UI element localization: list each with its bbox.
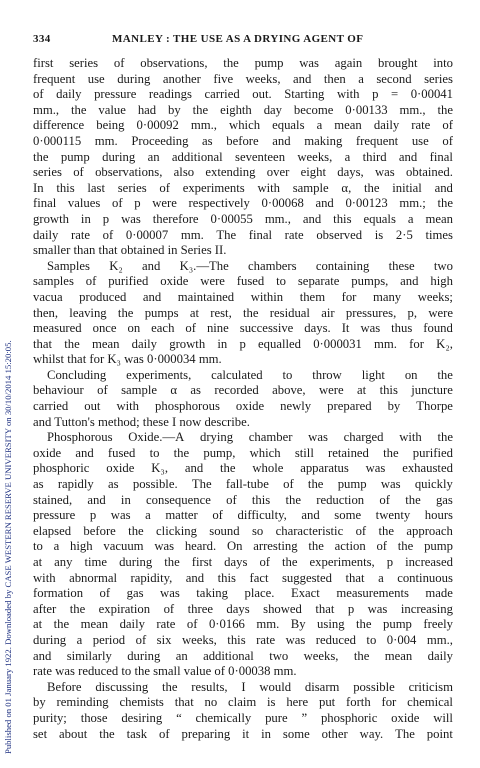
text-line: carried out with phosphorous oxide newly prepared by Thorpe [33,399,453,414]
text-line: set about the task of preparing it in some other way. The point [33,726,453,741]
text-line: difference being 0·00092 mm., which equals a mean daily rate of [33,118,453,133]
text-line: first series of observations, the pump was again brought into [33,56,453,70]
text-line: oxide and fused to the pump, which still retained the purified [33,445,453,460]
text-line: elapsed before the clicking sound so characteristic of the approach [33,523,453,538]
running-title: MANLEY : THE USE AS A DRYING AGENT OF [112,33,364,45]
text-line: In this last series of experiments with sample α, the initial and [33,180,453,195]
text-line: after the expiration of three days showed that p was increasing [33,601,453,616]
text-line: daily rate of 0·00007 mm. The final rate observed is 2·5 times [33,227,453,242]
text-line: Before discussing the results, I would disarm possible criticism [47,679,453,694]
text-line: frequent use during another five weeks, and then a second series [33,71,453,86]
text-line: to a high vacuum was heard. On arresting the action of the pump [33,539,453,554]
text-line: smaller than that obtained in Series II. [33,243,227,258]
text-line: with abnormal rapidity, and this fact suggested that a continuous [33,570,453,585]
text-line: behaviour of sample α as recorded above, were at this juncture [33,383,453,398]
text-line: of daily pressure readings carried out. Starting with p = 0·00041 [33,87,453,102]
text-line: formation of gas was taking place. Exact measurements made [33,586,453,601]
text-line: Phosphorous Oxide.—A drying chamber was charged with the [47,430,453,445]
text-line: during a period of six weeks, this rate was reduced to 0·004 mm., [33,632,453,647]
text-line: Concluding experiments, calculated to throw light on the [47,367,453,382]
text-line: measured once on each of nine successive days. It was thus found [33,321,453,336]
text-line: growth in p was therefore 0·00055 mm., and this equals a mean [33,211,453,226]
text-line: as rapidly as possible. The fall-tube of the pump was quickly [33,477,453,492]
text-line: at the mean daily rate of 0·0166 mm. By using the pump freely [33,617,453,632]
text-line: stained, and in consequence of this the reduction of the gas [33,492,453,507]
text-line: phosphoric oxide K₃, and the whole apparatus was exhausted [33,461,453,476]
page-header [33,33,473,49]
text-line: Samples K₂ and K₃.—The chambers containing these two [47,258,453,273]
text-line: and similarly during an additional two weeks, the mean daily [33,648,453,663]
text-line: whilst that for K₃ was 0·000034 mm. [33,352,222,367]
text-line: pressure p was a matter of difficulty, and some twenty hours [33,508,453,523]
download-watermark [2,14,16,754]
article-body [33,56,453,742]
text-line: final values of p were respectively 0·00068 and 0·00123 mm.; the [33,196,453,211]
text-line: at any time during the first days of the experiments, p increased [33,555,453,569]
text-line: and Tutton's method; these I now describe. [33,414,250,429]
text-line: that the mean daily growth in p equalled 0·000031 mm. for K₂, [33,336,453,351]
text-line: then, leaving the pumps at rest, the residual air pressures, p, were [33,305,453,320]
text-line: 0·000115 mm. Proceeding as before and making frequent use of [33,133,453,148]
text-line: samples of purified oxide were fused to separate pumps, and high [33,274,453,289]
text-line: purity; those desiring “ chemically pure ” phosphoric oxide will [33,710,453,725]
text-line: by reminding chemists that no claim is here put forth for chemical [33,695,453,710]
text-line: mm., the value had by the eighth day become 0·00133 mm., the [33,102,453,117]
watermark-text: Published on 01 January 1922. Downloaded by CASE WESTERN RESERVE UNIVERSITY on 30/10/2014 15:20:05. [3,340,13,754]
text-line: rate was reduced to the small value of 0·00038 mm. [33,664,297,679]
text-line: series of observations, also extending over eight days, was obtained. [33,165,453,180]
page-number: 334 [33,33,51,45]
text-line: vacua produced and maintained within them for many weeks; [33,289,453,304]
text-line: the pump during an additional seventeen weeks, a third and final [33,149,453,164]
